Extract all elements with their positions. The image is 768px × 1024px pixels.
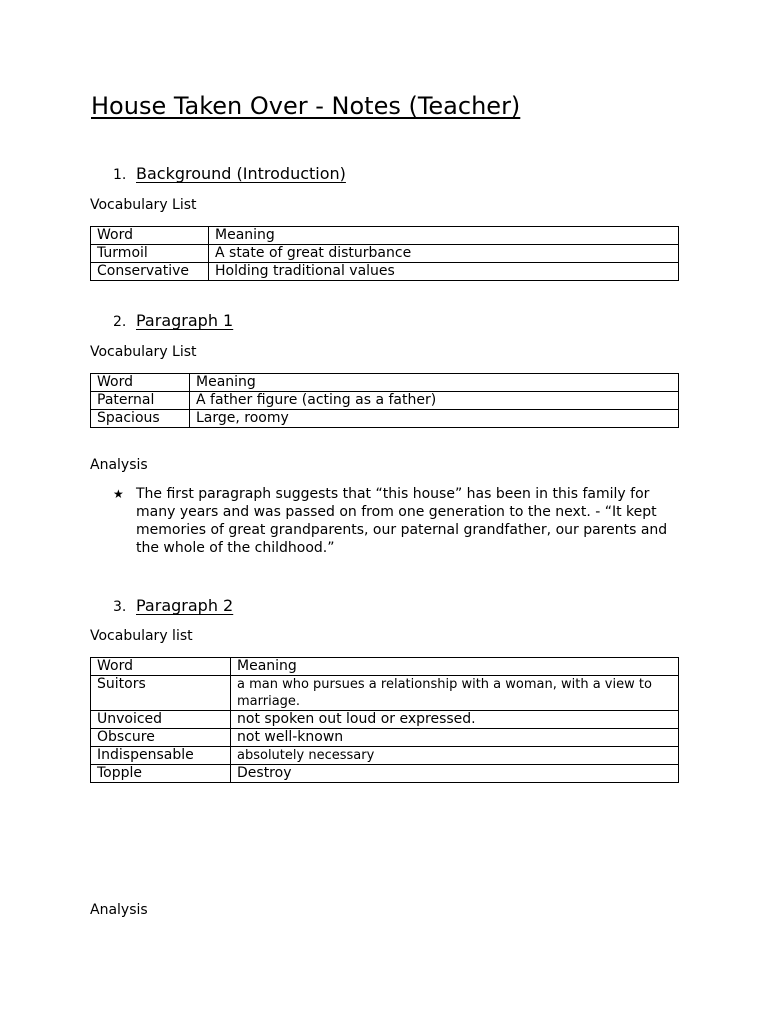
section-heading-paragraph-2 (113, 596, 233, 615)
vocab-meaning: Destroy (231, 765, 679, 783)
vocab-word: Topple (91, 765, 231, 783)
table-header-cell: Meaning (209, 227, 679, 245)
star-icon: ★ (113, 487, 124, 501)
vocab-word: Paternal (91, 392, 190, 410)
table-header-row (91, 658, 679, 676)
table-row (91, 729, 679, 747)
vocab-meaning: A father figure (acting as a father) (190, 392, 679, 410)
section-number: 2. (113, 314, 127, 330)
table-header-cell: Meaning (231, 658, 679, 676)
section-title: Paragraph 2 (136, 596, 234, 615)
table-row (91, 711, 679, 729)
vocabulary-label: Vocabulary list (90, 628, 193, 644)
vocabulary-table-background (90, 226, 679, 281)
vocab-meaning: Large, roomy (190, 410, 679, 428)
vocabulary-table-paragraph-2 (90, 657, 679, 783)
section-title: Background (Introduction) (136, 164, 346, 183)
analysis-bullet (113, 485, 673, 557)
table-row (91, 765, 679, 783)
vocab-word: Obscure (91, 729, 231, 747)
table-header-cell: Word (91, 227, 209, 245)
vocab-word: Suitors (91, 676, 231, 711)
table-row (91, 410, 679, 428)
table-header-cell: Word (91, 374, 190, 392)
vocabulary-label: Vocabulary List (90, 197, 197, 213)
vocab-meaning: absolutely necessary (231, 747, 679, 765)
table-row (91, 263, 679, 281)
vocab-meaning: not spoken out loud or expressed. (231, 711, 679, 729)
vocab-meaning: not well-known (231, 729, 679, 747)
table-header-cell: Word (91, 658, 231, 676)
vocab-word: Indispensable (91, 747, 231, 765)
table-header-cell: Meaning (190, 374, 679, 392)
analysis-label: Analysis (90, 902, 148, 918)
section-number: 1. (113, 167, 127, 183)
table-row (91, 245, 679, 263)
table-row (91, 676, 679, 711)
vocab-meaning: A state of great disturbance (209, 245, 679, 263)
vocabulary-table-paragraph-1 (90, 373, 679, 428)
vocab-word: Spacious (91, 410, 190, 428)
vocab-meaning: a man who pursues a relationship with a woman, with a view to marriage. (231, 676, 679, 711)
table-row (91, 747, 679, 765)
table-header-row (91, 374, 679, 392)
section-heading-paragraph-1 (113, 311, 233, 330)
section-number: 3. (113, 599, 127, 615)
vocab-word: Turmoil (91, 245, 209, 263)
vocab-meaning: Holding traditional values (209, 263, 679, 281)
section-title: Paragraph 1 (136, 311, 234, 330)
section-heading-background (113, 164, 346, 183)
vocabulary-label: Vocabulary List (90, 344, 197, 360)
vocab-word: Unvoiced (91, 711, 231, 729)
analysis-label: Analysis (90, 457, 148, 473)
analysis-text: The first paragraph suggests that “this house” has been in this family for many years and was passed on from one generation to the next. - “It kept memories of great grandparents, our paternal grandfather, our parents and the whole of the childhood.” (136, 486, 668, 556)
table-header-row (91, 227, 679, 245)
document-title: House Taken Over - Notes (Teacher) (91, 92, 521, 120)
vocab-word: Conservative (91, 263, 209, 281)
table-row (91, 392, 679, 410)
